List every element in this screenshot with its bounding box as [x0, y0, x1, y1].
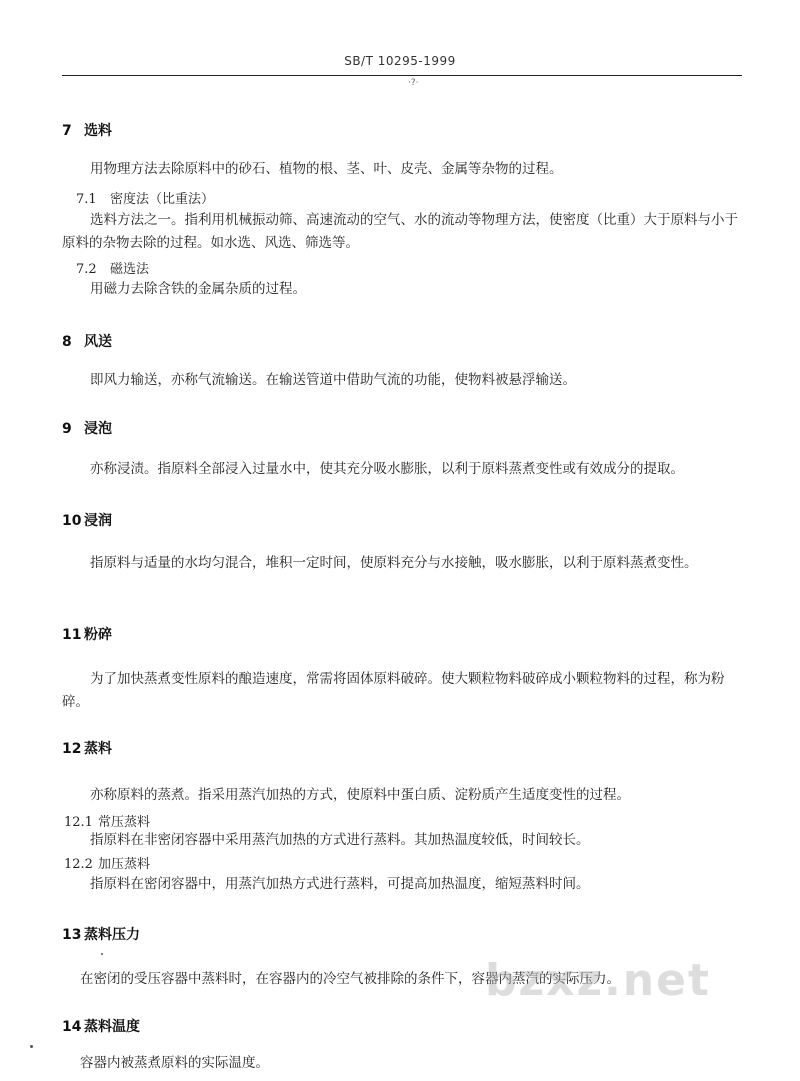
section-paragraph: 在密闭的受压容器中蒸料时，在容器内的冷空气被排除的条件下，容器内蒸汽的实际压力。 [80, 971, 620, 987]
section-title: 选料 [84, 123, 112, 139]
section-heading [62, 624, 112, 644]
section-paragraph: 为了加快蒸煮变性原料的酿造速度，常需将固体原料破碎。使大颗粒物料破碎成小颗粒物料的过程，称为粉碎。 [62, 671, 725, 710]
subsection-heading [64, 811, 150, 830]
section-heading [62, 418, 112, 438]
watermark: bzxz.net [485, 955, 712, 1006]
subsection-paragraph: 指原料在非密闭容器中采用蒸汽加热的方式进行蒸料。其加热温度较低，时间较长。 [90, 832, 590, 848]
section-heading [62, 510, 112, 530]
subsection-paragraph: 用磁力去除含铁的金属杂质的过程。 [90, 281, 306, 297]
subsection-number: 12.2 [64, 857, 93, 872]
section-paragraph: 亦称浸渍。指原料全部浸入过量水中，使其充分吸水膨胀，以利于原料蒸煮变性或有效成分的提取。 [90, 461, 684, 477]
section-title: 浸润 [84, 513, 112, 529]
section-title: 蒸料压力 [84, 927, 140, 943]
subsection-title: 常压蒸料 [98, 815, 151, 830]
scan-speck [101, 953, 103, 955]
subsection-paragraph: 指原料在密闭容器中，用蒸汽加热方式进行蒸料，可提高加热温度，缩短蒸料时间。 [90, 876, 590, 892]
section-title: 蒸料 [84, 741, 112, 757]
scan-speck [30, 1045, 33, 1048]
subsection-number: 12.1 [64, 815, 93, 830]
subsection-heading [64, 853, 150, 872]
subsection-paragraph: 选料方法之一。指利用机械振动筛、高速流动的空气、水的流动等物理方法，使密度（比重）大于原料与小于原料的杂物去除的过程。如水选、风选、筛选等。 [62, 212, 738, 251]
section-number: 10 [62, 513, 82, 529]
subsection-title: 加压蒸料 [98, 857, 151, 872]
subsection-title: 磁选法 [110, 262, 150, 277]
section-heading [62, 331, 112, 351]
section-number: 14 [62, 1019, 82, 1035]
section-number: 13 [62, 927, 82, 943]
section-title: 蒸料温度 [84, 1019, 140, 1035]
section-paragraph: 即风力输送，亦称气流输送。在输送管道中借助气流的功能，使物料被悬浮输送。 [90, 372, 576, 388]
section-paragraph: 用物理方法去除原料中的砂石、植物的根、茎、叶、皮壳、金属等杂物的过程。 [90, 161, 563, 177]
header-mark: ·?· [408, 78, 419, 88]
section-heading [62, 1016, 140, 1036]
section-number: 7 [62, 123, 72, 139]
section-heading [62, 738, 112, 758]
subsection-heading [76, 258, 149, 277]
subsection-number: 7.1 [76, 192, 97, 207]
section-number: 9 [62, 421, 72, 437]
section-paragraph: 容器内被蒸煮原料的实际温度。 [80, 1055, 269, 1071]
section-paragraph: 亦称原料的蒸煮。指采用蒸汽加热的方式，使原料中蛋白质、淀粉质产生适度变性的过程。 [90, 787, 630, 803]
section-heading [62, 120, 112, 140]
section-number: 12 [62, 741, 82, 757]
section-paragraph: 指原料与适量的水均匀混合，堆积一定时间，使原料充分与水接触，吸水膨胀，以利于原料蒸煮变性。 [90, 555, 698, 571]
standard-code: SB/T 10295-1999 [344, 54, 456, 68]
subsection-number: 7.2 [76, 262, 97, 277]
subsection-heading [76, 188, 214, 207]
subsection-title: 密度法（比重法） [110, 192, 215, 207]
section-title: 粉碎 [84, 627, 112, 643]
header-rule [62, 75, 742, 76]
section-title: 浸泡 [84, 421, 112, 437]
section-number: 8 [62, 334, 72, 350]
section-heading [62, 924, 140, 944]
section-number: 11 [62, 627, 82, 643]
section-title: 风送 [84, 334, 112, 350]
